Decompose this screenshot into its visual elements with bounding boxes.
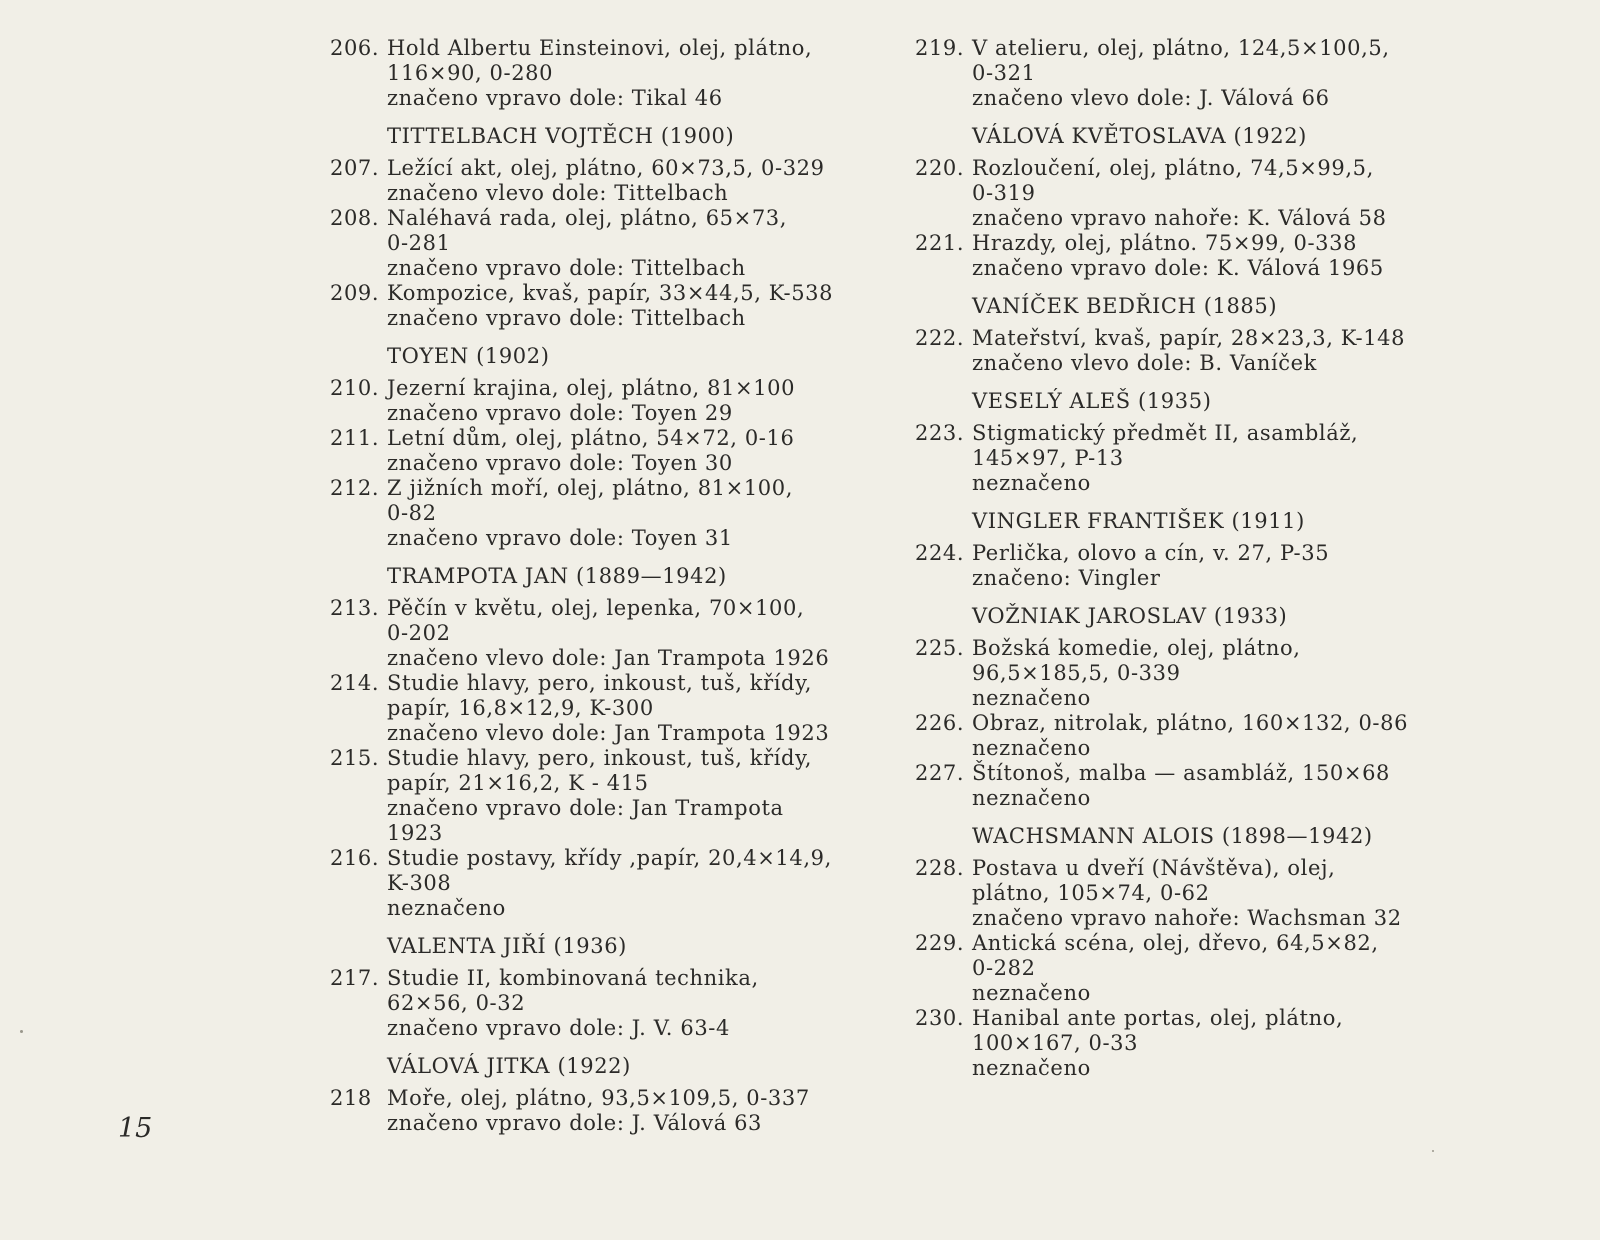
catalogue-entry <box>330 426 870 476</box>
entry-text <box>972 856 1455 931</box>
entry-text <box>387 671 870 746</box>
entry-line: 0-321 <box>972 61 1036 85</box>
entry-line: 100×167, 0-33 <box>972 1031 1139 1055</box>
entry-line: neznačeno <box>972 981 1091 1005</box>
artist-heading: VINGLER FRANTIŠEK (1911) <box>972 509 1305 533</box>
entry-number: 230. <box>915 1006 965 1030</box>
entry-line: K-308 <box>387 871 452 895</box>
entry-line: Antická scéna, olej, dřevo, 64,5×82, <box>972 931 1379 955</box>
catalogue-entry <box>330 671 870 746</box>
right-column <box>915 36 1455 1081</box>
entry-line: Hold Albertu Einsteinovi, olej, plátno, <box>387 36 813 60</box>
entry-line: značeno vpravo dole: K. Válová 1965 <box>972 256 1384 280</box>
entry-line: Pěčín v květu, olej, lepenka, 70×100, <box>387 596 805 620</box>
catalogue-entry <box>915 156 1455 231</box>
catalogue-entry <box>915 231 1455 281</box>
catalogue-entry <box>330 376 870 426</box>
artist-heading: TOYEN (1902) <box>387 344 550 368</box>
entry-line: neznačeno <box>972 1056 1091 1080</box>
entry-line: Mateřství, kvaš, papír, 28×23,3, K-148 <box>972 326 1406 350</box>
entry-line: značeno vpravo nahoře: Wachsman 32 <box>972 906 1402 930</box>
entry-text <box>387 156 870 206</box>
entry-number: 207. <box>330 156 380 180</box>
entry-text <box>972 711 1455 761</box>
entry-number: 220. <box>915 156 965 180</box>
entry-line: značeno vpravo dole: Jan Trampota <box>387 796 784 820</box>
entry-text <box>387 206 870 281</box>
entry-line: Kompozice, kvaš, papír, 33×44,5, K-538 <box>387 281 834 305</box>
entry-line: Naléhavá rada, olej, plátno, 65×73, <box>387 206 788 230</box>
entry-number: 226. <box>915 711 965 735</box>
page-number: 15 <box>118 1113 153 1144</box>
entry-text <box>387 426 870 476</box>
entry-line: značeno vlevo dole: J. Válová 66 <box>972 86 1330 110</box>
entry-number: 223. <box>915 421 965 445</box>
entry-line: Studie postavy, křídy ,papír, 20,4×14,9, <box>387 846 832 870</box>
entry-number: 228. <box>915 856 965 880</box>
entry-number: 222. <box>915 326 965 350</box>
catalogue-entry <box>330 596 870 671</box>
entry-text <box>972 156 1455 231</box>
catalogue-entry <box>330 476 870 551</box>
entry-number: 217. <box>330 966 380 990</box>
entry-number: 227. <box>915 761 965 785</box>
entry-line: značeno vpravo dole: Toyen 29 <box>387 401 733 425</box>
entry-number: 224. <box>915 541 965 565</box>
catalogue-entry <box>915 711 1455 761</box>
entry-line: 62×56, 0-32 <box>387 991 526 1015</box>
entry-text <box>972 421 1455 496</box>
paper-speck <box>1432 1150 1434 1152</box>
entry-line: značeno vpravo dole: Toyen 30 <box>387 451 733 475</box>
catalogue-entry <box>915 1006 1455 1081</box>
entry-line: 145×97, P-13 <box>972 446 1124 470</box>
entry-line: 116×90, 0-280 <box>387 61 554 85</box>
entry-number: 225. <box>915 636 965 660</box>
entry-line: značeno vpravo dole: Tittelbach <box>387 306 746 330</box>
catalogue-entry <box>330 966 870 1041</box>
entry-line: značeno vpravo nahoře: K. Válová 58 <box>972 206 1387 230</box>
entry-line: Obraz, nitrolak, plátno, 160×132, 0-86 <box>972 711 1409 735</box>
entry-number: 219. <box>915 36 965 60</box>
entry-line: značeno vpravo dole: Tittelbach <box>387 256 746 280</box>
entry-line: 96,5×185,5, 0-339 <box>972 661 1181 685</box>
entry-text <box>972 541 1455 591</box>
entry-line: značeno vpravo dole: Tikal 46 <box>387 86 723 110</box>
entry-number: 216. <box>330 846 380 870</box>
entry-number: 208. <box>330 206 380 230</box>
entry-line: značeno vlevo dole: Tittelbach <box>387 181 729 205</box>
entry-number: 229. <box>915 931 965 955</box>
entry-line: značeno vpravo dole: Toyen 31 <box>387 526 733 550</box>
left-column <box>330 36 870 1136</box>
entry-text <box>387 1086 870 1136</box>
catalogue-entry <box>915 761 1455 811</box>
entry-line: Studie hlavy, pero, inkoust, tuš, křídy, <box>387 746 813 770</box>
catalogue-entry <box>330 36 870 111</box>
artist-heading: VOŽNIAK JAROSLAV (1933) <box>972 604 1288 628</box>
entry-number: 212. <box>330 476 380 500</box>
entry-line: značeno: Vingler <box>972 566 1161 590</box>
entry-line: neznačeno <box>387 896 506 920</box>
artist-heading: TRAMPOTA JAN (1889—1942) <box>387 564 727 588</box>
paper-speck <box>20 1030 23 1033</box>
catalogue-entry <box>915 326 1455 376</box>
catalogue-entry <box>330 746 870 846</box>
entry-line: 0-281 <box>387 231 451 255</box>
entry-line: Hanibal ante portas, olej, plátno, <box>972 1006 1344 1030</box>
entry-line: Jezerní krajina, olej, plátno, 81×100 <box>387 376 796 400</box>
entry-line: značeno vlevo dole: B. Vaníček <box>972 351 1318 375</box>
catalogue-entry <box>330 206 870 281</box>
entry-line: Hrazdy, olej, plátno. 75×99, 0-338 <box>972 231 1358 255</box>
entry-line: Stigmatický předmět II, asambláž, <box>972 421 1359 445</box>
entry-line: 0-282 <box>972 956 1036 980</box>
artist-heading: VÁLOVÁ KVĚTOSLAVA (1922) <box>972 124 1307 148</box>
entry-line: Moře, olej, plátno, 93,5×109,5, 0-337 <box>387 1086 810 1110</box>
entry-text <box>972 36 1455 111</box>
catalogue-entry <box>915 856 1455 931</box>
entry-line: Studie II, kombinovaná technika, <box>387 966 759 990</box>
entry-line: značeno vlevo dole: Jan Trampota 1923 <box>387 721 830 745</box>
entry-line: papír, 16,8×12,9, K-300 <box>387 696 654 720</box>
entry-text <box>387 376 870 426</box>
artist-heading: VÁLOVÁ JITKA (1922) <box>387 1054 631 1078</box>
catalogue-entry <box>915 541 1455 591</box>
catalogue-entry <box>915 636 1455 711</box>
catalogue-entry <box>330 1086 870 1136</box>
entry-text <box>972 931 1455 1006</box>
entry-text <box>972 1006 1455 1081</box>
entry-number: 211. <box>330 426 380 450</box>
entry-text <box>387 846 870 921</box>
entry-number: 214. <box>330 671 380 695</box>
entry-line: Postava u dveří (Návštěva), olej, <box>972 856 1336 880</box>
entry-number: 206. <box>330 36 380 60</box>
artist-heading: VALENTA JIŘÍ (1936) <box>387 934 627 958</box>
entry-text <box>972 231 1455 281</box>
entry-number: 215. <box>330 746 380 770</box>
entry-line: Rozloučení, olej, plátno, 74,5×99,5, <box>972 156 1374 180</box>
entry-text <box>972 326 1455 376</box>
entry-line: Ležící akt, olej, plátno, 60×73,5, 0-329 <box>387 156 825 180</box>
catalogue-entry <box>915 36 1455 111</box>
artist-heading: VESELÝ ALEŠ (1935) <box>972 389 1212 413</box>
entry-number: 213. <box>330 596 380 620</box>
catalogue-entry <box>330 156 870 206</box>
entry-line: 0-82 <box>387 501 437 525</box>
catalogue-entry <box>915 421 1455 496</box>
artist-heading: VANÍČEK BEDŘICH (1885) <box>972 294 1278 318</box>
entry-line: neznačeno <box>972 786 1091 810</box>
entry-line: značeno vlevo dole: Jan Trampota 1926 <box>387 646 830 670</box>
entry-line: 0-202 <box>387 621 451 645</box>
catalogue-entry <box>330 281 870 331</box>
entry-text <box>387 966 870 1041</box>
entry-line: plátno, 105×74, 0-62 <box>972 881 1210 905</box>
entry-text <box>972 761 1455 811</box>
catalogue-entry <box>330 846 870 921</box>
entry-line: Letní dům, olej, plátno, 54×72, 0-16 <box>387 426 795 450</box>
entry-line: 1923 <box>387 821 443 845</box>
entry-number: 221. <box>915 231 965 255</box>
entry-line: Z jižních moří, olej, plátno, 81×100, <box>387 476 793 500</box>
artist-heading: TITTELBACH VOJTĚCH (1900) <box>387 124 735 148</box>
entry-line: neznačeno <box>972 686 1091 710</box>
entry-line: Perlička, olovo a cín, v. 27, P-35 <box>972 541 1330 565</box>
entry-line: Studie hlavy, pero, inkoust, tuš, křídy, <box>387 671 813 695</box>
entry-number: 210. <box>330 376 380 400</box>
entry-line: Štítonoš, malba — asambláž, 150×68 <box>972 761 1391 785</box>
entry-number: 209. <box>330 281 380 305</box>
entry-line: Božská komedie, olej, plátno, <box>972 636 1301 660</box>
entry-text <box>387 746 870 846</box>
entry-line: značeno vpravo dole: J. V. 63-4 <box>387 1016 730 1040</box>
entry-text <box>387 476 870 551</box>
entry-line: V atelieru, olej, plátno, 124,5×100,5, <box>972 36 1390 60</box>
artist-heading: WACHSMANN ALOIS (1898—1942) <box>972 824 1373 848</box>
entry-number: 218 <box>330 1086 372 1110</box>
entry-line: papír, 21×16,2, K - 415 <box>387 771 649 795</box>
catalogue-entry <box>915 931 1455 1006</box>
entry-text <box>972 636 1455 711</box>
entry-line: neznačeno <box>972 471 1091 495</box>
entry-text <box>387 281 870 331</box>
entry-line: značeno vpravo dole: J. Válová 63 <box>387 1111 763 1135</box>
entry-text <box>387 596 870 671</box>
entry-line: 0-319 <box>972 181 1036 205</box>
entry-text <box>387 36 870 111</box>
entry-line: neznačeno <box>972 736 1091 760</box>
